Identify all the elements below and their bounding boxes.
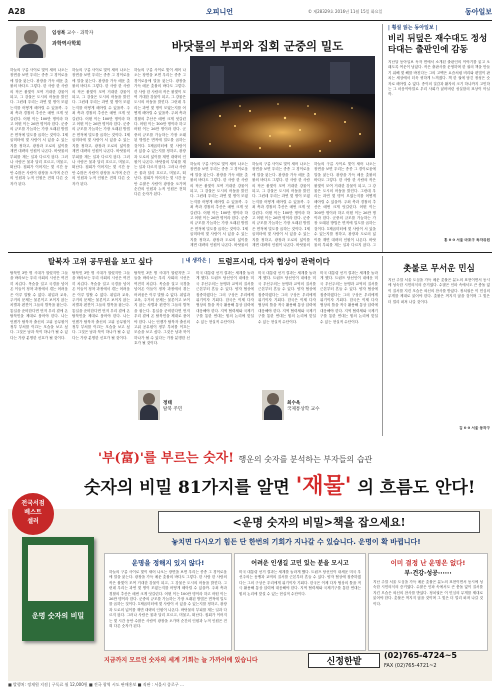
panel-mid-title: 어려운 인생길 고민 있는 분을 모시고 (251, 560, 349, 567)
page-footer: ■ 발행처: 정재원 지점 | 구독료 월 12,000원 ■ 전국 광역 시도 판매홍보 ■ 직판 : 서울시 종로구 … (8, 682, 185, 687)
ad-fax: FAX (02)765-4721~2 (384, 663, 437, 669)
book-cover-title: 운명 숫자의 비밀 (31, 612, 85, 620)
ad-headline-rest: 행운의 숫자를 분석하는 부자들의 습관 (238, 455, 373, 464)
ad-tagline: 놓치면 다시오기 힘든 단 한번의 기회가 지나갈 수 있습니다. 운명이 확 바뀝니다! (171, 538, 421, 546)
panel-mid-body: 미국 대통령 선거 결과는 세계를 놀라게 했다. 트럼프 당선인이 내세운 미국 우선주의는 동맹과 교역의 질서를 근본부터 흔들 수 있다. 양자 협상에 집중하겠다는 그의 구상은 우리에게 위기이자 기회다. 한국은 이제 다자 협상의 틀을 적극 활용해 통상 압력에 대응해야 한다. 지역 협력체와 국제기구를 통한 연대는 힘의 논리에 맞설 수 있는 현실적 수단이다. (239, 570, 361, 596)
panel-right-sub: 부·건강·성공······ (404, 570, 452, 577)
candlelight-crowd-image (190, 56, 375, 158)
trade-body-c: 미국 대통령 선거 결과는 세계를 놀라게 했다. 트럼프 당선인이 내세운 미국 우선주의는 동맹과 교역의 질서를 근본부터 흔들 수 있다. 양자 협상에 집중하겠다는 그의 구상은 우리에게 위기이자 기회다. 한국은 이제 다자 협상의 틀을 적극 활용해 통상 압력에 대응해야 한다. 지역 협력체와 국제기구를 통한 연대는 힘의 논리에 맞설 수 있는 현실적 수단이다. (320, 271, 378, 324)
book-advertisement[interactable] (8, 441, 492, 681)
trade-author-photo (262, 390, 284, 420)
author-name: 임성복 (52, 31, 66, 36)
badge-line1: 전국서점 (21, 500, 45, 507)
author-title: 교수 · 과학자 (66, 31, 94, 36)
section-title: 오피니언 (206, 8, 234, 16)
ad-panel-mid (234, 553, 366, 651)
edition-meta: © 제28329호 2016년 11월 15일 화요일 (308, 9, 383, 14)
strip-right-title[interactable]: 트럼프시대, 다자 협상이 관력이다 (218, 257, 330, 266)
ad-phone[interactable]: (02)765-4724~5 (384, 651, 457, 660)
opinion-strip (8, 255, 382, 267)
sidebar-body: 지난달 동아일보 독자 면에서 소개된 출판인의 이야기를 읽고 오래도록 여운이 남았다. 작은 출판사를 운영하며 한 권의 책을 만들기 위해 몇 해를 바친다는 그의 고백은 요즘처럼 비리와 편법이 판치는 세상에서 더욱 귀하게 느껴졌다. 책 한 권에 담긴 정성은 숫자로 헤아릴 수 없다. 종이의 질감과 활자의 크기 하나까지 고민하는 그 마음이야말로 우리 사회가 잃어버린 성실함의 표상이 아닐까. (388, 60, 490, 97)
panel-left-title: 운명을 정해지 있지 않다! (131, 559, 205, 567)
badge-line2: 베스트 (24, 509, 42, 516)
column-body-e: 하늘의 구름 사이로 빛이 새어 나오는 장면을 보면 우리는 종종 그 경이로움에 말을 잃는다. 광장을 가득 메운 촛불의 바다도 그렇다. 한 사람 한 사람의 작은 불빛이 모여 거대한 강물이 되고, 그 강물은 도시의 어둠을 밝힌다. 그런데 우리는 과연 몇 명이 모였는지를 어떻게 헤아릴 수 있을까. 주최 측과 경찰의 추산은 매번 크게 엇갈린다. 어떤 이는 100만 명이라 하고 어떤 이는 26만 명이라 한다. 군중의 규모를 가늠하는 가장 오래된 방법은 면적에 밀도를 곱하는 것이다. 1제곱미터에 몇 사람이 서 있을 수 있는지를 정하고, 광장과 도로의 넓이를 재면 대략의 인원이 나온다. 바닷물의 (252, 162, 310, 248)
sidebar-headline[interactable]: 비리 뒤덮은 재수대도 정성 타대는 출판인에 감동 (388, 34, 488, 55)
panel-right-body: 지난 주말 서울 도심을 가득 메운 촛불은 분노의 표현이면서 동시에 성숙한 시민의식의 증거였다. 수많은 인파 속에서도 큰 충돌 없이 질서를 지킨 모습은 외신의 찬사를 받았다. 정치권은 이 민심의 무게를 제대로 읽어야 한다. 촛불은 꺼지지 않을 것이며 그 빛은 더 멀리 퍼져 나갈 것이다. (373, 580, 483, 606)
trade-author-title: 국제통상학 교수 (287, 407, 320, 412)
strip-mid-label: | 내 생각은 | (182, 258, 211, 264)
sidebar-divider (382, 24, 383, 252)
column-body-b: 하늘의 구름 사이로 빛이 새어 나오는 장면을 보면 우리는 종종 그 경이로움에 말을 잃는다. 광장을 가득 메운 촛불의 바다도 그렇다. 한 사람 한 사람의 작은 불빛이 모여 거대한 강물이 되고, 그 강물은 도시의 어둠을 밝힌다. 그런데 우리는 과연 몇 명이 모였는지를 어떻게 헤아릴 수 있을까. 주최 측과 경찰의 추산은 매번 크게 엇갈린다. 어떤 이는 100만 명이라 하고 어떤 이는 26만 명이라 한다. 군중의 규모를 가늠하는 가장 오래된 방법은 면적에 밀도를 곱하는 것이다. 1제곱미터에 몇 사람이 서 있을 수 있는지를 정하고, 광장과 도로의 넓이를 재면 대략의 인원이 나온다. 바닷물의 부피를 재는 일과 다르지 않다. 그러나 사람은 물과 달리 흐르고, 머물고, 떠난다. 집회가 이어지는 몇 시간 동안 수많은 사람이 광장을 오가며 순간의 인원과 누적 인원은 전혀 다른 숫자가 된다. (72, 68, 130, 186)
panel-left-body: 하늘의 구름 사이로 빛이 새어 나오는 장면을 보면 우리는 종종 그 경이로움에 말을 잃는다. 광장을 가득 메운 촛불의 바다도 그렇다. 한 사람 한 사람의 작은 불빛이 모여 거대한 강물이 되고, 그 강물은 도시의 어둠을 밝힌다. 그런데 우리는 과연 몇 명이 모였는지를 어떻게 헤아릴 수 있을까. 주최 측과 경찰의 추산은 매번 크게 엇갈린다. 어떤 이는 100만 명이라 하고 어떤 이는 26만 명이라 한다. 군중의 규모를 가늠하는 가장 오래된 방법은 면적에 밀도를 곱하는 것이다. 1제곱미터에 몇 사람이 서 있을 수 있는지를 정하고, 광장과 도로의 넓이를 재면 대략의 인원이 나온다. 바닷물의 부피를 재는 일과 다르지 않다. 그러나 사람은 물과 달리 흐르고, 머물고, 떠난다. 집회가 이어지는 몇 시간 동안 수많은 사람이 광장을 오가며 순간의 인원과 누적 인원은 전혀 다른 숫자가 된다. (109, 570, 227, 629)
author-org: 과학역사학회 (52, 41, 81, 47)
letter-author-photo (138, 390, 160, 420)
letter-author-name: 정태 (163, 401, 172, 406)
ad-headline-emph: '부(富)'를 부르는 숫자! (98, 451, 234, 466)
newspaper-brand[interactable]: 동아일보 (464, 8, 492, 16)
section-rule (8, 252, 492, 253)
ad-cta: 지금까지 모르던 숫자의 세계 기회는 늘 가까이에 있습니다 (104, 657, 258, 664)
letter-byline (163, 400, 182, 412)
sidebar2-headline[interactable]: 촛불로 무서운 민심 (403, 264, 475, 274)
ad-sub-part1: 숫자의 비밀 81가지를 알면 (84, 478, 290, 498)
sidebar-signature: 홍 0 0 서울 마포구 독자위원 (444, 238, 490, 242)
letter-body-b: 탈북민 3만 명 시대가 열렸지만 그들을 바라보는 우리 사회의 시선은 여전히 차갑다. 목숨을 걸고 국경을 넘어온 이들이 정착 과정에서 겪는 어려움은 이루 말할 수 없다. 취업과 교육, 주거의 문제는 물론이고 보이지 않는 차별과 편견이 그들의 발목을 잡는다. 통일을 준비한다면 먼저 우리 곁에 온 탈북민을 제대로 품어야 한다. 나는 언젠가 탈북자 출신의 고위 공무원이 정부 부처를 이끄는 모습을 보고 싶다. 그것은 남과 북이 하나가 될 수 있다는 가장 분명한 신호가 될 것이다. (72, 271, 130, 340)
ad-headline-line2 (84, 469, 475, 500)
column-body-a: 하늘의 구름 사이로 빛이 새어 나오는 장면을 보면 우리는 종종 그 경이로움에 말을 잃는다. 광장을 가득 메운 촛불의 바다도 그렇다. 한 사람 한 사람의 작은 불빛이 모여 거대한 강물이 되고, 그 강물은 도시의 어둠을 밝힌다. 그런데 우리는 과연 몇 명이 모였는지를 어떻게 헤아릴 수 있을까. 주최 측과 경찰의 추산은 매번 크게 엇갈린다. 어떤 이는 100만 명이라 하고 어떤 이는 26만 명이라 한다. 군중의 규모를 가늠하는 가장 오래된 방법은 면적에 밀도를 곱하는 것이다. 1제곱미터에 몇 사람이 서 있을 수 있는지를 정하고, 광장과 도로의 넓이를 재면 대략의 인원이 나온다. 바닷물의 부피를 재는 일과 다르지 않다. 그러나 사람은 물과 달리 흐르고, 머물고, 떠난다. 집회가 이어지는 몇 시간 동안 수많은 사람이 광장을 오가며 순간의 인원과 누적 인원은 전혀 다른 숫자가 된다. (10, 68, 68, 186)
letter-body-c: 탈북민 3만 명 시대가 열렸지만 그들을 바라보는 우리 사회의 시선은 여전히 차갑다. 목숨을 걸고 국경을 넘어온 이들이 정착 과정에서 겪는 어려움은 이루 말할 수 없다. 취업과 교육, 주거의 문제는 물론이고 보이지 않는 차별과 편견이 그들의 발목을 잡는다. 통일을 준비한다면 먼저 우리 곁에 온 탈북민을 제대로 품어야 한다. 나는 언젠가 탈북자 출신의 고위 공무원이 정부 부처를 이끄는 모습을 보고 싶다. 그것은 남과 북이 하나가 될 수 있다는 가장 분명한 신호가 될 것이다. (134, 271, 190, 346)
ad-panel-right (368, 553, 488, 651)
publisher-name[interactable]: 신정한밭 (308, 653, 380, 668)
page-header (8, 6, 492, 21)
page-number: A28 (8, 7, 26, 16)
sidebar-divider-2 (382, 256, 383, 436)
column-body-f: 하늘의 구름 사이로 빛이 새어 나오는 장면을 보면 우리는 종종 그 경이로움에 말을 잃는다. 광장을 가득 메운 촛불의 바다도 그렇다. 한 사람 한 사람의 작은 불빛이 모여 거대한 강물이 되고, 그 강물은 도시의 어둠을 밝힌다. 그런데 우리는 과연 몇 명이 모였는지를 어떻게 헤아릴 수 있을까. 주최 측과 경찰의 추산은 매번 크게 엇갈린다. 어떤 이는 100만 명이라 하고 어떤 이는 26만 명이라 한다. 군중의 규모를 가늠하는 가장 오래된 방법은 면적에 밀도를 곱하는 것이다. 1제곱미터에 몇 사람이 서 있을 수 있는지를 정하고, 광장과 도로의 넓이를 재면 대략의 인원이 나온다. 바닷물의 부피를 재는 일과 다르지 않다. 그 (314, 162, 376, 248)
bestseller-badge (12, 493, 54, 535)
panel-right-title: 이미 결정 난 운명은 없다! (390, 559, 466, 567)
letter-body-a: 탈북민 3만 명 시대가 열렸지만 그들을 바라보는 우리 사회의 시선은 여전히 차갑다. 목숨을 걸고 국경을 넘어온 이들이 정착 과정에서 겪는 어려움은 이루 말할 수 없다. 취업과 교육, 주거의 문제는 물론이고 보이지 않는 차별과 편견이 그들의 발목을 잡는다. 통일을 준비한다면 먼저 우리 곁에 온 탈북민을 제대로 품어야 한다. 나는 언젠가 탈북자 출신의 고위 공무원이 정부 부처를 이끄는 모습을 보고 싶다. 그것은 남과 북이 하나가 될 수 있다는 가장 분명한 신호가 될 것이다. (10, 271, 68, 340)
book-cover[interactable] (22, 537, 94, 641)
rally-photo (190, 56, 375, 158)
strip-left-title[interactable]: 탈북자 고위 공무원을 보고 싶다 (48, 257, 153, 266)
ad-panel-left (104, 553, 232, 651)
ad-sub-highlight: '재물' (295, 473, 352, 499)
sidebar-label: | 횡설 읽는 동아일보 | (388, 25, 438, 31)
letter-author-title: 탈북 주민 (163, 407, 183, 412)
ad-banner (8, 441, 492, 509)
column-body-d: 하늘의 구름 사이로 빛이 새어 나오는 장면을 보면 우리는 종종 그 경이로움에 말을 잃는다. 광장을 가득 메운 촛불의 바다도 그렇다. 한 사람 한 사람의 작은 불빛이 모여 거대한 강물이 되고, 그 강물은 도시의 어둠을 밝힌다. 그런데 우리는 과연 몇 명이 모였는지를 어떻게 헤아릴 수 있을까. 주최 측과 경찰의 추산은 매번 크게 엇갈린다. 어떤 이는 100만 명이라 하고 어떤 이는 26만 명이라 한다. 군중의 규모를 가늠하는 가장 오래된 방법은 면적에 밀도를 곱하는 것이다. 1제곱미터에 몇 사람이 서 있을 수 있는지를 정하고, 광장과 도로의 넓이를 재면 대략의 인원이 나온다. 바닷물의 (190, 162, 248, 248)
column-author-block (10, 24, 130, 64)
sidebar2-body: 지난 주말 서울 도심을 가득 메운 촛불은 분노의 표현이면서 동시에 성숙한 시민의식의 증거였다. 수많은 인파 속에서도 큰 충돌 없이 질서를 지킨 모습은 외신의 찬사를 받았다. 정치권은 이 민심의 무게를 제대로 읽어야 한다. 촛불은 꺼지지 않을 것이며 그 빛은 더 멀리 퍼져 나갈 것이다. (388, 278, 490, 304)
trade-body-b: 미국 대통령 선거 결과는 세계를 놀라게 했다. 트럼프 당선인이 내세운 미국 우선주의는 동맹과 교역의 질서를 근본부터 흔들 수 있다. 양자 협상에 집중하겠다는 그의 구상은 우리에게 위기이자 기회다. 한국은 이제 다자 협상의 틀을 적극 활용해 통상 압력에 대응해야 한다. 지역 협력체와 국제기구를 통한 연대는 힘의 논리에 맞설 수 있는 현실적 수단이다. (258, 271, 316, 324)
column-headline[interactable]: 바닷물의 부피와 집회 군중의 밀도 (171, 39, 344, 53)
column-body-c: 하늘의 구름 사이로 빛이 새어 나오는 장면을 보면 우리는 종종 그 경이로움에 말을 잃는다. 광장을 가득 메운 촛불의 바다도 그렇다. 한 사람 한 사람의 작은 불빛이 모여 거대한 강물이 되고, 그 강물은 도시의 어둠을 밝힌다. 그런데 우리는 과연 몇 명이 모였는지를 어떻게 헤아릴 수 있을까. 주최 측과 경찰의 추산은 매번 크게 엇갈린다. 어떤 이는 100만 명이라 하고 어떤 이는 26만 명이라 한다. 군중의 규모를 가늠하는 가장 오래된 방법은 면적에 밀도를 곱하는 것이다. 1제곱미터에 몇 사람이 서 있을 수 있는지를 정하고, 광장과 도로의 넓이를 재면 대략의 인원이 나온다. 바닷물의 부피를 재는 일과 다르지 않다. 그러나 사람은 물과 달리 흐르고, 머물고, 떠난다. 집회가 이어지는 몇 시간 동안 수많은 사람이 광장을 오가며 순간의 인원과 누적 인원은 전혀 다른 숫자가 된다. (134, 68, 186, 197)
ad-headline-line1 (98, 447, 372, 466)
trade-byline (287, 400, 320, 412)
trade-body-a: 미국 대통령 선거 결과는 세계를 놀라게 했다. 트럼프 당선인이 내세운 미국 우선주의는 동맹과 교역의 질서를 근본부터 흔들 수 있다. 양자 협상에 집중하겠다는 그의 구상은 우리에게 위기이자 기회다. 한국은 이제 다자 협상의 틀을 적극 활용해 통상 압력에 대응해야 한다. 지역 협력체와 국제기구를 통한 연대는 힘의 논리에 맞설 수 있는 현실적 수단이다. (196, 271, 254, 324)
author-photo (16, 26, 46, 58)
sidebar2-signature: 김 0 0 서울 동작구 (459, 426, 490, 430)
badge-line3: 셀러 (27, 518, 39, 525)
trade-author-name: 최수옥 (287, 401, 301, 406)
ad-sub-part2: 의 흐름도 안다! (357, 478, 476, 498)
book-title-bar: <운명 숫자의 비밀>책을 잡으세요! (158, 511, 480, 533)
cover-panel (28, 545, 88, 601)
